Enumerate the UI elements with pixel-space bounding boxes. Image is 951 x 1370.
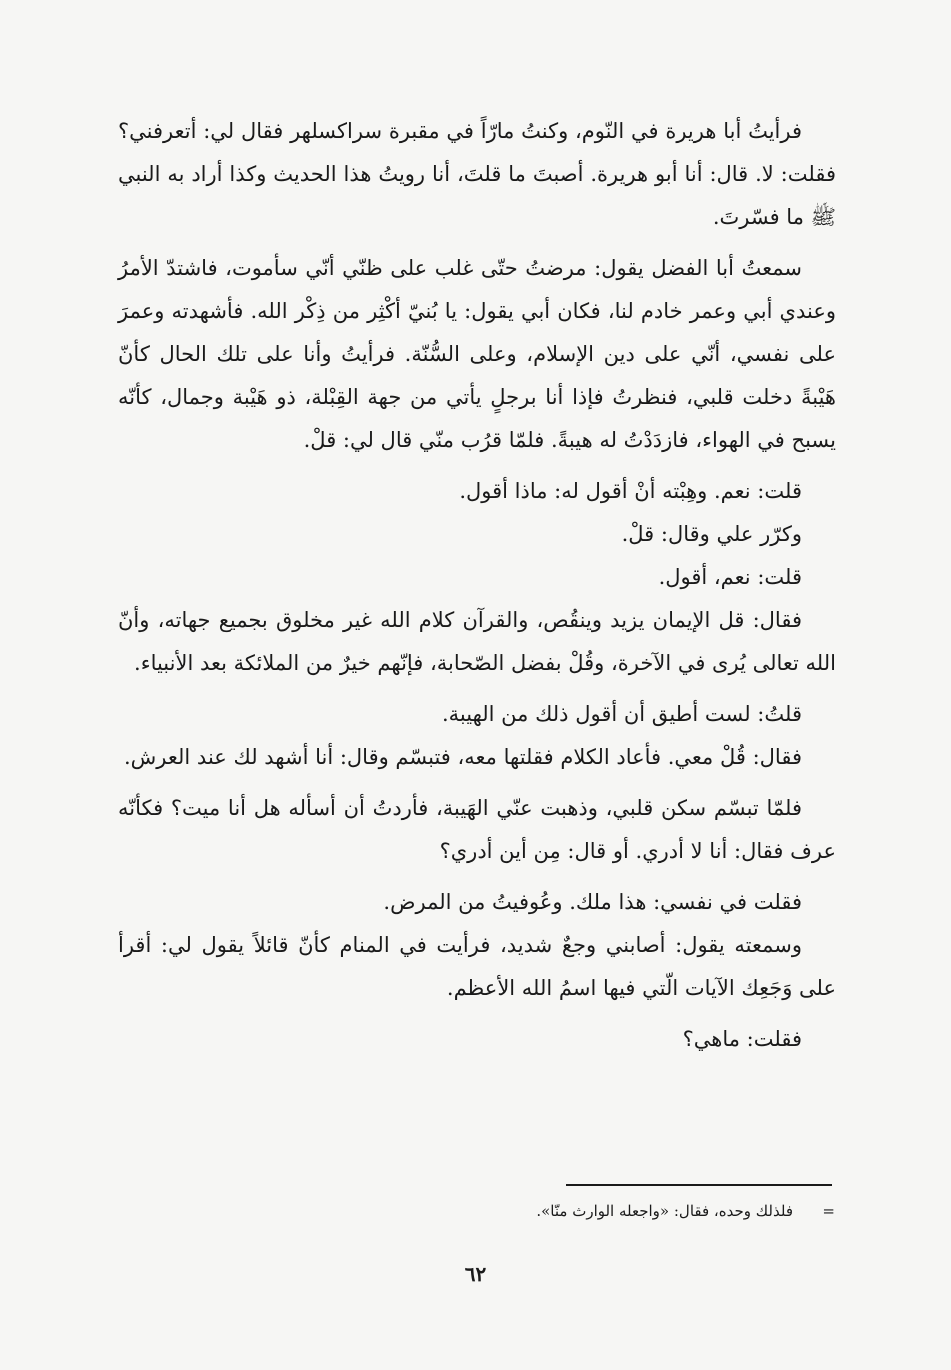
footnote-marker: = xyxy=(822,1202,835,1220)
footnote-divider xyxy=(566,1184,832,1186)
paragraph-9: فلمّا تبسّم سكن قلبي، وذهبت عنّي الهَيبة، فأردتُ أن أسأله هل أنا ميت؟ فكأنّه عرف فقال: أنا لا أدري. أو قال: مِن أين أدري؟ xyxy=(118,796,836,863)
paragraph-8: فقال: قُلْ معي. فأعاد الكلام فقلتها معه، فتبسّم وقال: أنا أشهد لك عند العرش. xyxy=(124,745,802,769)
paragraph-2: سمعتُ أبا الفضل يقول: مرضتُ حتّى غلب على ظنّي أنّي سأموت، فاشتدّ الأمرُ وعندي أبي وعمر خادم لنا، فكان أبي يقول: يا بُنيّ أكْثِر من ذِكْر الله. فأشهدته وعمرَ على نفسي، أنّي على دين الإسلام، وعلى السُّنّة. فرأيتُ وأنا على تلك الحال كأنّ هَيْبةً دخلت قلبي، فنظرتُ فإذا أنا برجلٍ يأتي من جهة القِبْلة، ذو هَيْبة وجمال، كأنّه يسبح في الهواء، فازدَدْتُ له هيبةً. فلمّا قرُب منّي قال لي: قلْ. xyxy=(118,256,836,452)
paragraph-3: قلت: نعم. وهِبْته أنْ أقول له: ماذا أقول. xyxy=(459,479,802,503)
footnote-text: فلذلك وحده، فقال: «واجعله الوارث منّا». xyxy=(536,1202,793,1220)
paragraph-1: فرأيتُ أبا هريرة في النّوم، وكنتُ مارّاً في مقبرة سراكسلهر فقال لي: أتعرفني؟ فقلت: لا. قال: أنا أبو هريرة. أصبتَ ما قلتَ، أنا رويتُ هذا الحديث وكذا أراد به النبي ﷺ ما فسّرتَ. xyxy=(118,119,836,229)
paragraph-5: قلت: نعم، أقول. xyxy=(658,565,802,589)
footnote xyxy=(300,1198,835,1224)
paragraph-10: فقلت في نفسي: هذا ملك. وعُوفيتُ من المرض. xyxy=(383,890,802,914)
paragraph-6: فقال: قل الإيمان يزيد وينقُص، والقرآن كلام الله غير مخلوق بجميع جهاته، وأنّ الله تعالى يُرى في الآخرة، وقُلْ بفضل الصّحابة، فإنّهم خيرٌ من الملائكة بعد الأنبياء. xyxy=(118,608,836,675)
page-number: ٦٢ xyxy=(464,1262,487,1286)
paragraph-11: وسمعته يقول: أصابني وجعٌ شديد، فرأيت في المنام كأنّ قائلاً يقول لي: أقرأ على وَجَعِك الآيات الّتي فيها اسمُ الله الأعظم. xyxy=(118,933,836,1000)
paragraph-12: فقلت: ماهي؟ xyxy=(682,1027,802,1051)
paragraph-7: قلتُ: لست أطيق أن أقول ذلك من الهيبة. xyxy=(441,702,802,726)
paragraph-4: وكرّر علي وقال: قلْ. xyxy=(621,522,802,546)
main-text xyxy=(118,110,836,1061)
